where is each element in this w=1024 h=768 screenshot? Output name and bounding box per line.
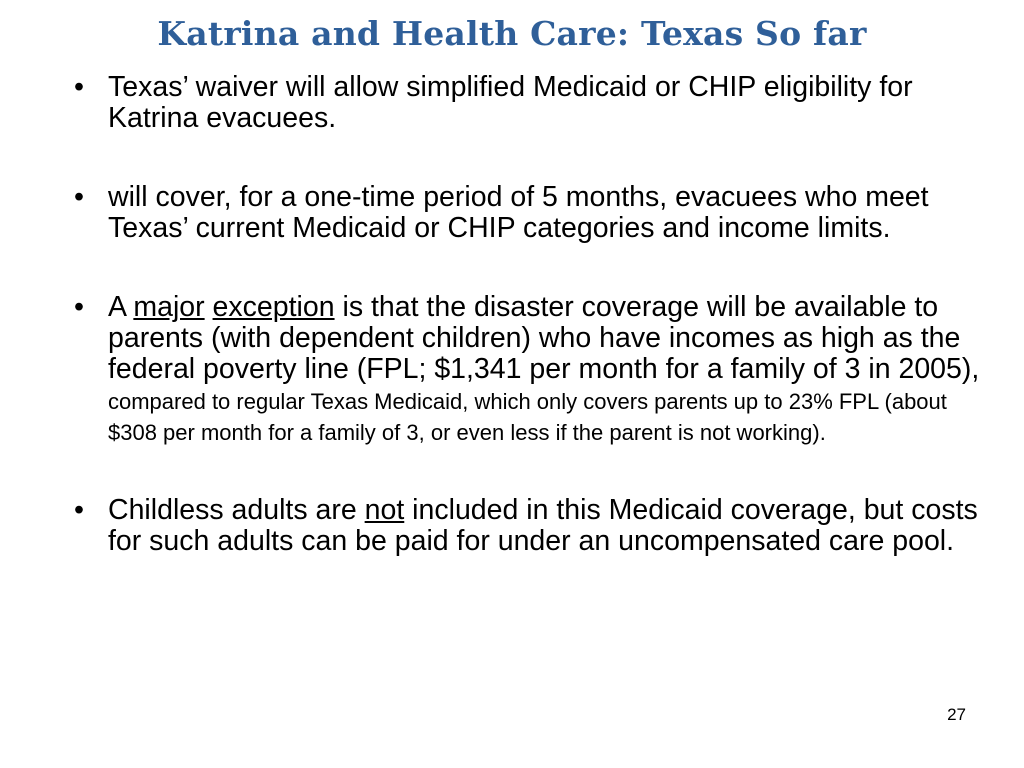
bullet-dot-icon: • [74, 71, 84, 103]
bullet-item [74, 292, 984, 447]
page-number: 27 [947, 705, 966, 724]
bullet-space [205, 291, 213, 323]
bullet-text: will cover, for a one-time period of 5 months, evacuees who meet Texas’ current Medicaid or CHIP categories and income limits. [108, 181, 929, 244]
underlined-exception: exception [212, 291, 335, 323]
bullet-text-prefix: Childless adults are [108, 494, 365, 526]
bullet-text-prefix: A [108, 291, 134, 323]
bullet-text-small: compared to regular Texas Medicaid, which only covers parents up to 23% FPL (about $308 per month for a family of 3, or even less if the parent is not working). [108, 389, 947, 445]
bullet-text-suffix: included in this Medicaid coverage, but costs for such adults can be paid for under an uncompensated care pool. [108, 494, 978, 557]
bullet-item [74, 182, 984, 244]
underlined-not: not [364, 494, 405, 526]
bullet-text: Texas’ waiver will allow simplified Medicaid or CHIP eligibility for Katrina evacuees. [108, 71, 913, 134]
slide-title: Katrina and Health Care: Texas So far [157, 14, 867, 53]
underlined-major: major [133, 291, 205, 323]
bullet-text-main: is that the disaster coverage will be available to parents (with dependent children) who have incomes as high as the federal poverty line (FPL; $1,341 per month for a family of 3 in 2005), [108, 291, 980, 385]
bullet-dot-icon: • [74, 291, 84, 323]
bullet-item [74, 495, 984, 557]
bullet-item [74, 72, 984, 134]
bullet-dot-icon: • [74, 494, 84, 526]
bullet-list [74, 72, 984, 557]
bullet-dot-icon: • [74, 181, 84, 213]
